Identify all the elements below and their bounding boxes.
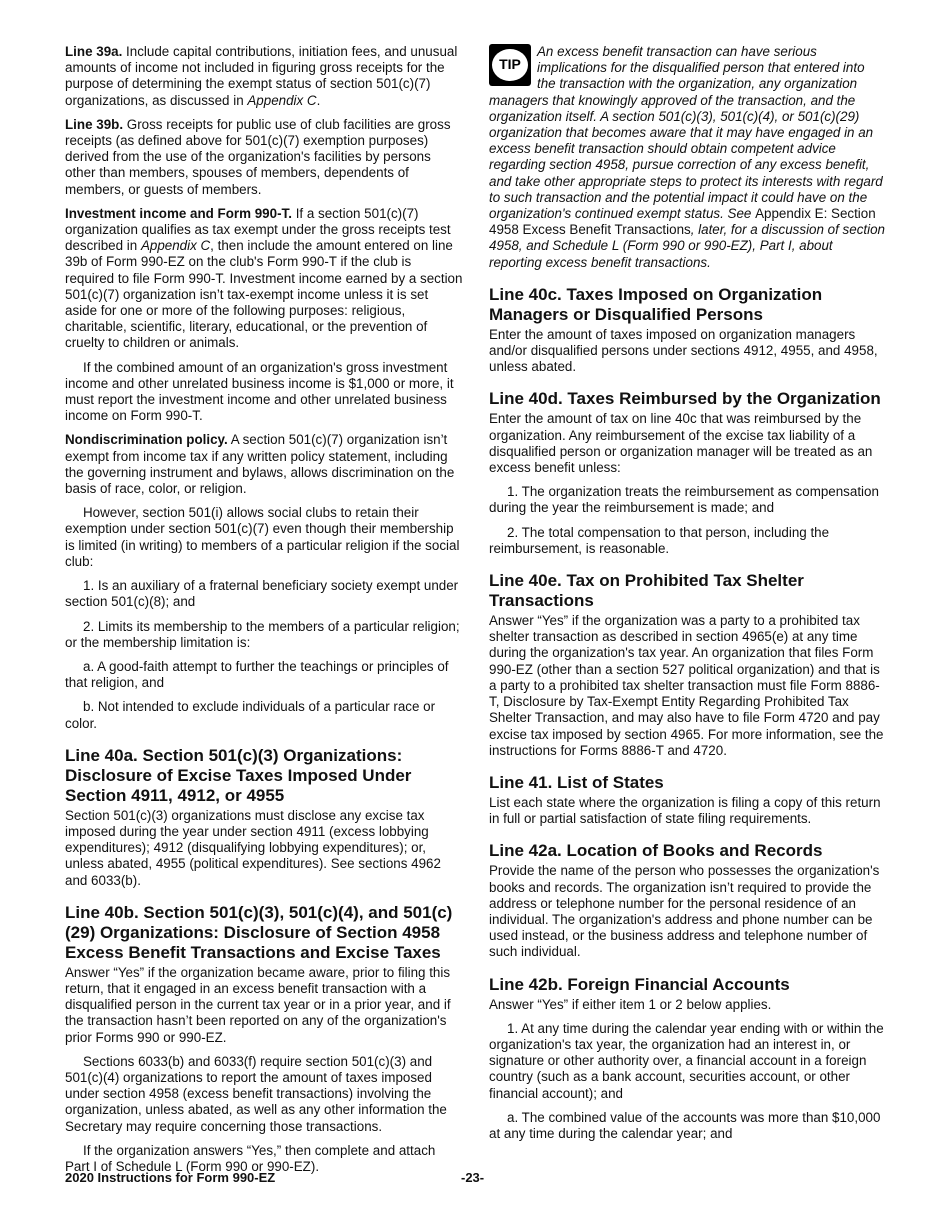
paragraph-section-501i: However, section 501(i) allows social clubs to retain their exemption under section 501(c)(7) even though their membership is limited (in writing) to members of a particular religion if the social club: <box>65 505 460 569</box>
tip-box <box>489 44 885 271</box>
paragraph-line-40d: Enter the amount of tax on line 40c that was reimbursed by the organization. Any reimbursement of the excise tax liability of a disqualified person or organization manager will be treated as an excess benefit unless: <box>489 411 873 476</box>
heading-line-41: Line 41. List of States <box>489 772 664 792</box>
heading-line-42b: Line 42b. Foreign Financial Accounts <box>489 974 790 994</box>
paragraph-line-42b: Answer “Yes” if either item 1 or 2 below applies. <box>489 996 772 1012</box>
tip-label: TIP <box>499 56 521 72</box>
list-item: 1. At any time during the calendar year ending with or within the organization's tax year, the organization had an interest in, or signature or other authority over, a financial account in a foreign country (such as a bank account, securities account, or other financial account); and <box>489 1020 884 1101</box>
tip-text: An excess benefit transaction can have serious implications for the disqualified person that entered into the transaction with the organization, any organization managers that knowingly approved of the transaction, and the organization itself. A section 501(c)(3), 501(c)(4), or 501(c)(29) organization that becomes aware that it may have engaged in an excess benefit transaction should obtain competent advice regarding section 4958, pursue correction of any excess benefit, and take other appropriate steps to protect its interests with regard to such transaction and the potential impact it could have on the organization's continued exempt status. See Appendix E: Section 4958 Excess Benefit Transactions, later, for a discussion of section 4958, and Schedule L (Form 990 or 990-EZ), Part I, about reporting excess benefit transactions. <box>489 44 885 270</box>
heading-line-40b: Line 40b. Section 501(c)(3), 501(c)(4), and 501(c)(29) Organizations: Disclosure of Section 4958 Excess Benefit Transactions and Excise Taxes <box>65 902 453 962</box>
paragraph-line-40e: Answer “Yes” if the organization was a party to a prohibited tax shelter transaction as described in section 4965(e) at any time during the organization's tax year. An organization that files Form 990-EZ (other than a section 527 political organization) and that is a party to a prohibited tax shelter transaction must file Form 8886-T, Disclosure by Tax-Exempt Entity Regarding Prohibited Tax Shelter Transaction, and may also have to file Form 4720 and pay excise tax imposed by section 4965. For more information, see the instructions for Forms 8886-T and 4720. <box>489 613 884 758</box>
heading-line-40e: Line 40e. Tax on Prohibited Tax Shelter Transactions <box>489 571 804 611</box>
paragraph-line-40b-schedule-l: If the organization answers “Yes,” then complete and attach Part I of Schedule L (Form 990 or 990-EZ). <box>65 1142 436 1174</box>
paragraph-line-39a: Line 39a. Include capital contributions, initiation fees, and unusual amounts of income not included in figuring gross receipts for the purpose of determining the exempt status of section 501(c)(7) organizations, as discussed in Appendix C. <box>65 44 458 108</box>
right-column <box>489 44 885 1150</box>
left-column <box>65 44 463 1183</box>
paragraph-line-41: List each state where the organization is filing a copy of this return in full or partial satisfaction of state filing requirements. <box>489 794 881 827</box>
heading-line-40a: Line 40a. Section 501(c)(3) Organizations: Disclosure of Excise Taxes Imposed Under Section 4911, 4912, or 4955 <box>65 745 412 805</box>
paragraph-investment-threshold: If the combined amount of an organization's gross investment income and other unrelated business income is $1,000 or more, it must report the investment income and other unrelated business income on Form 990-T. <box>65 359 454 424</box>
list-item: 1. The organization treats the reimbursement as compensation during the year the reimbursement is made; and <box>489 484 879 516</box>
list-item: a. The combined value of the accounts was more than $10,000 at any time during the calendar year; and <box>489 1109 881 1141</box>
paragraph-nondiscrimination: Nondiscrimination policy. A section 501(c)(7) organization isn’t exempt from income tax if any written policy statement, including the governing instrument and bylaws, allows discrimination on the basis of race, color, or religion. <box>65 432 455 497</box>
list-item: 2. The total compensation to that person, including the reimbursement, is reasonable. <box>489 524 830 556</box>
heading-line-40c: Line 40c. Taxes Imposed on Organization Managers or Disqualified Persons <box>489 284 823 324</box>
list-item: b. Not intended to exclude individuals of a particular race or color. <box>65 699 436 731</box>
paragraph-line-40b: Answer “Yes” if the organization became aware, prior to filing this return, that it engaged in an excess benefit transaction with a disqualified person in the current tax year or in a prior year, and if the transaction hasn’t been reported on any of the organization's prior Forms 990 or 990-EZ. <box>65 964 451 1045</box>
paragraph-line-40a: Section 501(c)(3) organizations must disclose any excise tax imposed during the year under section 4911 (excess lobbying expenditures); 4912 (disqualifying lobbying expenditures); or, unless abated, 4955 (political expenditures). See sections 4962 and 6033(b). <box>65 807 441 888</box>
footer-title: 2020 Instructions for Form 990-EZ <box>65 1170 276 1185</box>
paragraph-line-40c: Enter the amount of taxes imposed on organization managers and/or disqualified persons under sections 4912, 4955, and 4958, unless abated. <box>489 326 878 375</box>
heading-line-40d: Line 40d. Taxes Reimbursed by the Organization <box>489 389 881 409</box>
list-item: a. A good-faith attempt to further the teachings or principles of that religion, and <box>65 658 449 691</box>
paragraph-investment-income: Investment income and Form 990-T. If a section 501(c)(7) organization qualifies as tax exempt under the gross receipts test described in Appendix C, then include the amount entered on line 39b of Form 990-EZ on the club's Form 990-T if the club is required to file Form 990-T. Investment income earned by a section 501(c)(7) organization isn’t tax-exempt income unless it is set aside for one or more of the following purposes: religious, charitable, scientific, literary, educational, or the prevention of cruelty to children or animals. <box>65 205 463 351</box>
paragraph-line-42a: Provide the name of the person who possesses the organization's books and records. The organization isn’t required to provide the address or telephone number for the personal residence of an individual. The organization's address and phone number can be used instead, or the business address and telephone number of such individual. <box>489 863 880 960</box>
paragraph-line-39b: Line 39b. Gross receipts for public use of club facilities are gross receipts (as defined above for 501(c)(7) exemption purposes) derived from the use of the organization's facilities by persons other than members, spouses of members, dependents of members, or guests of members. <box>65 116 451 197</box>
paragraph-line-40b-sections: Sections 6033(b) and 6033(f) require section 501(c)(3) and 501(c)(4) organizations to report the amount of taxes imposed under section 4958 (excess benefit transactions) involving the organization, unless abated, as well as any other information the Secretary may require concerning those transactions. <box>65 1053 447 1134</box>
page-number: -23- <box>461 1170 485 1185</box>
list-item: 1. Is an auxiliary of a fraternal beneficiary society exempt under section 501(c)(8); and <box>65 578 459 610</box>
heading-line-42a: Line 42a. Location of Books and Records <box>489 841 823 861</box>
tip-icon <box>489 44 531 86</box>
list-item: 2. Limits its membership to the members of a particular religion; or the membership limitation is: <box>65 618 460 650</box>
